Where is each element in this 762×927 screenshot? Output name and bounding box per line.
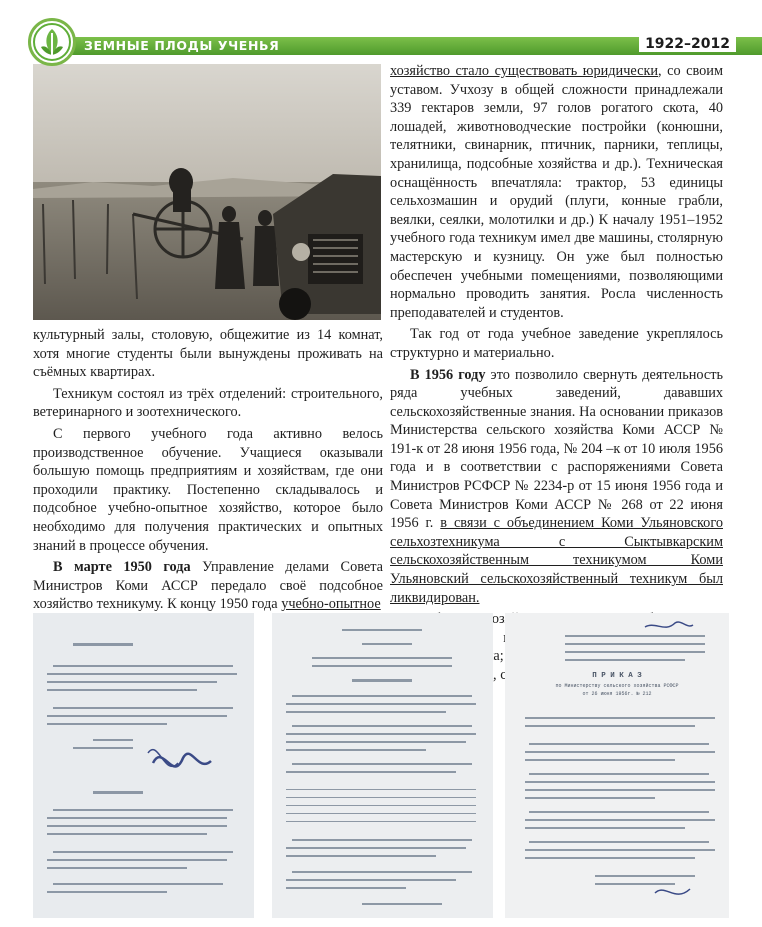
archival-document-1 bbox=[33, 613, 254, 918]
paragraph: хозяйство стало существовать юридически, со своим уставом. Учхозу в общей сложности принадлежали 339 гектаров земли, 97 голов рогатого скота, 40 лошадей, животноводческие постройки (конюшни, телятники, свинарник, птичник, парники, теплицы, хранилища, подсобные хозяйства и др.). Техническая оснащённость впечатляла: трактор, 53 единицы сельхозмашин и орудий (плуги, конные грабли, веялки, сеялки, молотилки и др.) К началу 1951–1952 учебного года техникум имел две машины, столярную мастерскую и кузницу. Он уже был полностью обеспечен учебными помещениями, позволяющими нормально проводить занятия. Росла численность преподавателей и студентов. bbox=[390, 63, 723, 321]
header-band bbox=[70, 37, 762, 55]
years-label: 1922–2012 bbox=[639, 36, 736, 52]
order-subtitle: по Министерству сельского хозяйства РСФСР bbox=[555, 683, 679, 689]
date-highlight: В 1956 году bbox=[410, 366, 486, 383]
date-highlight: В марте 1950 года bbox=[53, 559, 191, 576]
page-header bbox=[0, 0, 762, 62]
right-column bbox=[390, 62, 723, 685]
section-title: ЗЕМНЫЕ ПЛОДЫ УЧЕНЬЯ bbox=[84, 38, 280, 53]
order-date: от 26 июня 1956г. № 212 bbox=[582, 691, 652, 697]
paragraph: В марте 1950 года Управление делами Совета Министров Коми АССР передало своё подсобное хозяйство техникуму. К концу 1950 года учебно-опытное bbox=[33, 559, 383, 613]
left-column bbox=[33, 326, 383, 614]
paragraph: культурный залы, столовую, общежитие из 14 комнат, хотя многие студенты были вынуждены проживать на съёмных квартирах. bbox=[33, 327, 383, 381]
archival-document-3-order bbox=[505, 613, 729, 918]
paragraph: Так год от года учебное заведение укреплялось структурно и материально. bbox=[390, 326, 723, 361]
underlined-text: учебно-опытное bbox=[281, 596, 381, 613]
archival-photo bbox=[33, 64, 381, 320]
archival-document-2 bbox=[272, 613, 493, 918]
paragraph: Техникум состоял из трёх отделений: строительного, ветеринарного и зоотехнического. bbox=[33, 385, 383, 421]
college-emblem-icon bbox=[28, 18, 76, 66]
underlined-text: хозяйство стало существовать юридически bbox=[390, 63, 659, 79]
order-title: П Р И К А З bbox=[592, 672, 642, 680]
paragraph: С первого учебного года активно велось производственное обучение. Учащиеся оказывали большую помощь предприятиям и хозяйствам, где они проходили практику. Постепенно складывалось и подсобное учебно-опытное хозяйство, которое было необходимо для получения практических и опытных знаний в процессе обучения. bbox=[33, 425, 383, 554]
paragraph: В 1956 году это позволило свернуть деятельность ряда учебных заведений, дававших сельскохозяйственные знания. На основании приказов Министерства сельского хозяйства Коми АССР № 191-к от 28 июня 1956 года, № 204 –к от 10 июля 1956 года и в соответствии с распоряжениями Совета Министров РСФСР № 2234-р от 15 июня 1956 года и Совета Министров Коми АССР № 268 от 22 июня 1956 г. в связи с объединением Коми Ульяновского сельхозтехникума с Сыктывкарским сельскохозяйственным техникумом Коми Ульяновский сельскохозяйственный техникум был ликвидирован. bbox=[390, 366, 723, 606]
underlined-text: в связи с объединением Коми Ульяновского сельхозтехникума с Сыктывкарским сельскохозяйственным техникумом Коми Ульяновский сельскохозяйственный техникум был ликвидирован. bbox=[390, 515, 723, 606]
